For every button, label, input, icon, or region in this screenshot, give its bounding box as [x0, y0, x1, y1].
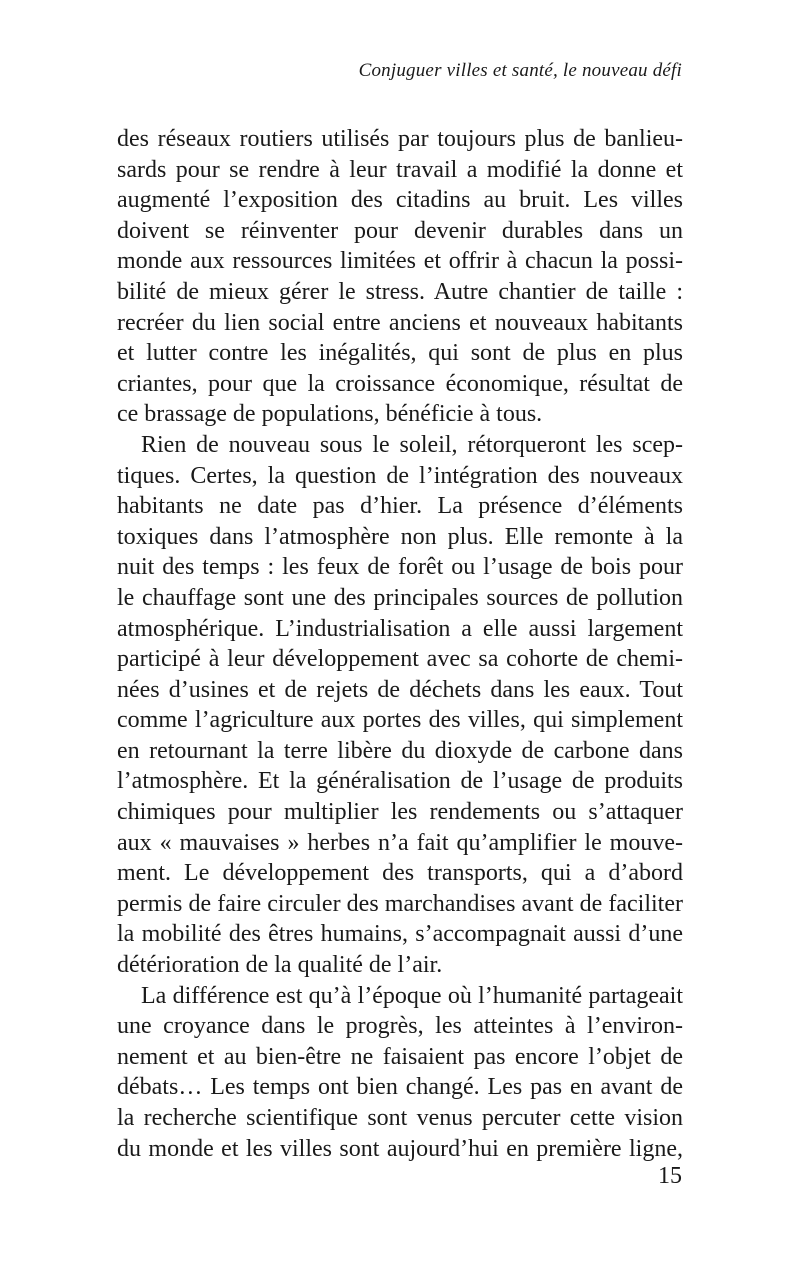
text-line: ment. Le développement des transports, qui a d’abord — [117, 860, 683, 887]
text-line: bilité de mieux gérer le stress. Autre chantier de taille : — [117, 278, 683, 305]
text-line: en retournant la terre libère du dioxyde de carbone dans — [117, 737, 683, 764]
text-line: La différence est qu’à l’époque où l’humanité partageait — [141, 982, 683, 1009]
text-line: Rien de nouveau sous le soleil, rétorqueront les scep- — [141, 431, 683, 458]
text-line: nuit des temps : les feux de forêt ou l’usage de bois pour — [117, 554, 683, 581]
text-line: nées d’usines et de rejets de déchets dans les eaux. Tout — [117, 676, 683, 703]
text-line: criantes, pour que la croissance économique, résultat de — [117, 370, 683, 397]
text-line: permis de faire circuler des marchandises avant de faciliter — [117, 890, 683, 917]
text-line: détérioration de la qualité de l’air. — [117, 952, 443, 979]
text-line: doivent se réinventer pour devenir durables dans un — [117, 217, 683, 244]
text-line: la mobilité des êtres humains, s’accompagnait aussi d’une — [117, 921, 683, 948]
text-line: habitants ne date pas d’hier. La présence d’éléments — [117, 493, 683, 520]
text-line: le chauffage sont une des principales sources de pollution — [117, 584, 683, 611]
text-line: participé à leur développement avec sa cohorte de chemi- — [117, 646, 683, 673]
page-number: 15 — [658, 1163, 682, 1189]
text-line: toxiques dans l’atmosphère non plus. Elle remonte à la — [117, 523, 683, 550]
text-line: atmosphérique. L’industrialisation a elle aussi largement — [117, 615, 683, 642]
running-head-title: Conjuguer villes et santé, le nouveau défi — [358, 60, 682, 81]
text-line: une croyance dans le progrès, les atteintes à l’environ- — [117, 1013, 683, 1040]
text-line: du monde et les villes sont aujourd’hui en première ligne, — [117, 1135, 683, 1162]
text-line: chimiques pour multiplier les rendements ou s’attaquer — [117, 799, 683, 826]
text-line: la recherche scientifique sont venus percuter cette vision — [117, 1105, 683, 1131]
text-line: ce brassage de populations, bénéficie à tous. — [117, 401, 543, 428]
text-line: et lutter contre les inégalités, qui sont de plus en plus — [117, 340, 683, 367]
body-text — [117, 124, 683, 1164]
text-line: augmenté l’exposition des citadins au bruit. Les villes — [117, 187, 683, 214]
text-line: des réseaux routiers utilisés par toujours plus de banlieu- — [117, 126, 683, 152]
text-line: tiques. Certes, la question de l’intégration des nouveaux — [117, 462, 683, 489]
text-line: comme l’agriculture aux portes des villes, qui simplement — [117, 707, 683, 734]
text-line: recréer du lien social entre anciens et nouveaux habitants — [117, 309, 683, 336]
text-line: débats… Les temps ont bien changé. Les pas en avant de — [117, 1074, 683, 1101]
text-line: monde aux ressources limitées et offrir à chacun la possi- — [117, 248, 683, 275]
text-line: sards pour se rendre à leur travail a modifié la donne et — [117, 156, 683, 183]
text-line: l’atmosphère. Et la généralisation de l’usage de produits — [117, 768, 683, 795]
text-line: nement et au bien-être ne faisaient pas encore l’objet de — [117, 1043, 683, 1070]
text-line: aux « mauvaises » herbes n’a fait qu’amplifier le mouve- — [117, 829, 683, 856]
